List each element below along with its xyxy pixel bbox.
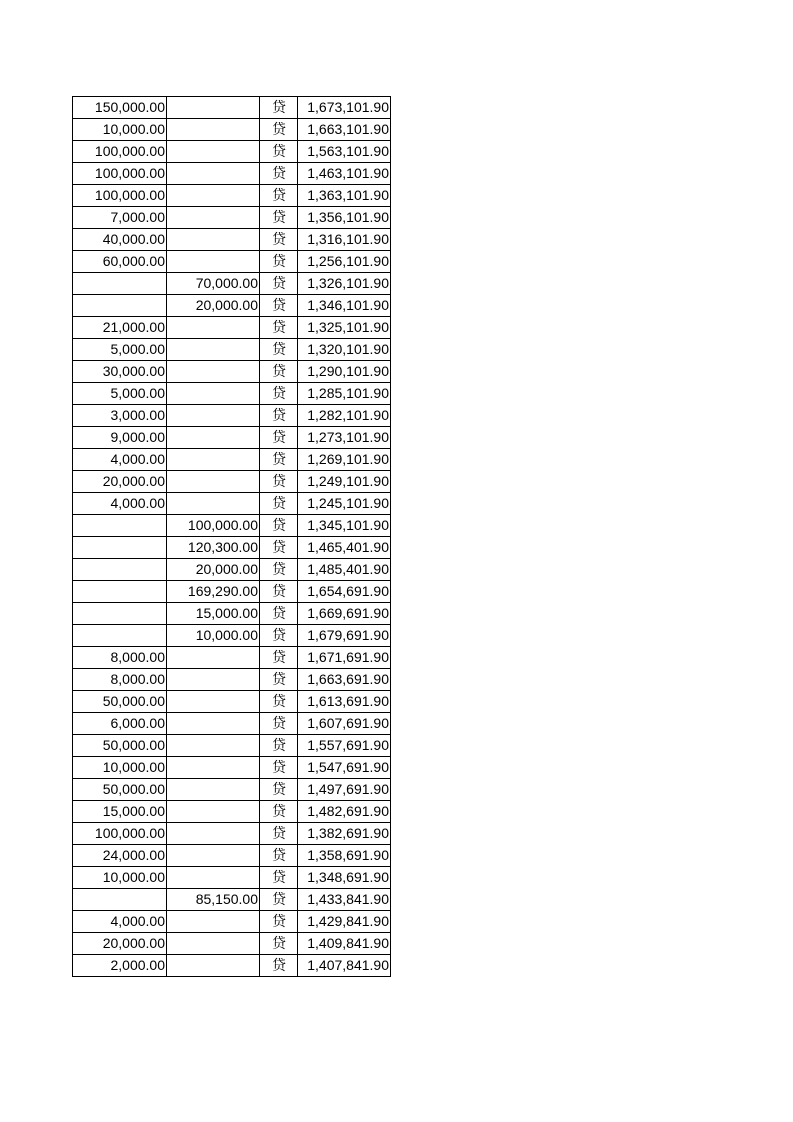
credit-cell: 70,000.00 bbox=[167, 273, 260, 295]
credit-cell bbox=[167, 471, 260, 493]
balance-cell: 1,256,101.90 bbox=[298, 251, 391, 273]
balance-cell: 1,485,401.90 bbox=[298, 559, 391, 581]
debit-cell: 5,000.00 bbox=[73, 383, 167, 405]
credit-cell bbox=[167, 867, 260, 889]
direction-cell: 贷 bbox=[260, 427, 298, 449]
credit-cell bbox=[167, 339, 260, 361]
table-row bbox=[73, 163, 391, 185]
debit-cell bbox=[73, 603, 167, 625]
direction-cell: 贷 bbox=[260, 647, 298, 669]
debit-cell: 10,000.00 bbox=[73, 867, 167, 889]
table-row bbox=[73, 405, 391, 427]
balance-cell: 1,465,401.90 bbox=[298, 537, 391, 559]
credit-cell bbox=[167, 691, 260, 713]
debit-cell: 50,000.00 bbox=[73, 691, 167, 713]
debit-cell: 60,000.00 bbox=[73, 251, 167, 273]
debit-cell: 100,000.00 bbox=[73, 163, 167, 185]
balance-cell: 1,382,691.90 bbox=[298, 823, 391, 845]
balance-cell: 1,269,101.90 bbox=[298, 449, 391, 471]
balance-cell: 1,273,101.90 bbox=[298, 427, 391, 449]
balance-cell: 1,463,101.90 bbox=[298, 163, 391, 185]
direction-cell: 贷 bbox=[260, 207, 298, 229]
credit-cell: 120,300.00 bbox=[167, 537, 260, 559]
credit-cell bbox=[167, 427, 260, 449]
balance-cell: 1,363,101.90 bbox=[298, 185, 391, 207]
credit-cell bbox=[167, 757, 260, 779]
table-row bbox=[73, 537, 391, 559]
debit-cell: 20,000.00 bbox=[73, 471, 167, 493]
balance-cell: 1,557,691.90 bbox=[298, 735, 391, 757]
debit-cell: 40,000.00 bbox=[73, 229, 167, 251]
credit-cell bbox=[167, 493, 260, 515]
balance-cell: 1,407,841.90 bbox=[298, 955, 391, 977]
credit-cell bbox=[167, 97, 260, 119]
balance-cell: 1,671,691.90 bbox=[298, 647, 391, 669]
direction-cell: 贷 bbox=[260, 757, 298, 779]
balance-cell: 1,482,691.90 bbox=[298, 801, 391, 823]
direction-cell: 贷 bbox=[260, 933, 298, 955]
balance-cell: 1,290,101.90 bbox=[298, 361, 391, 383]
table-row bbox=[73, 801, 391, 823]
debit-cell: 7,000.00 bbox=[73, 207, 167, 229]
direction-cell: 贷 bbox=[260, 911, 298, 933]
balance-cell: 1,409,841.90 bbox=[298, 933, 391, 955]
balance-cell: 1,663,101.90 bbox=[298, 119, 391, 141]
debit-cell: 10,000.00 bbox=[73, 757, 167, 779]
table-row bbox=[73, 559, 391, 581]
table-row bbox=[73, 735, 391, 757]
debit-cell: 50,000.00 bbox=[73, 779, 167, 801]
balance-cell: 1,547,691.90 bbox=[298, 757, 391, 779]
debit-cell: 50,000.00 bbox=[73, 735, 167, 757]
balance-cell: 1,673,101.90 bbox=[298, 97, 391, 119]
direction-cell: 贷 bbox=[260, 559, 298, 581]
balance-cell: 1,249,101.90 bbox=[298, 471, 391, 493]
credit-cell bbox=[167, 405, 260, 427]
credit-cell bbox=[167, 779, 260, 801]
direction-cell: 贷 bbox=[260, 471, 298, 493]
balance-cell: 1,326,101.90 bbox=[298, 273, 391, 295]
balance-cell: 1,348,691.90 bbox=[298, 867, 391, 889]
table-row bbox=[73, 185, 391, 207]
table-row bbox=[73, 273, 391, 295]
debit-cell: 8,000.00 bbox=[73, 669, 167, 691]
direction-cell: 贷 bbox=[260, 141, 298, 163]
direction-cell: 贷 bbox=[260, 603, 298, 625]
credit-cell bbox=[167, 801, 260, 823]
table-row bbox=[73, 295, 391, 317]
balance-cell: 1,669,691.90 bbox=[298, 603, 391, 625]
credit-cell bbox=[167, 933, 260, 955]
credit-cell bbox=[167, 845, 260, 867]
balance-cell: 1,320,101.90 bbox=[298, 339, 391, 361]
table-row bbox=[73, 845, 391, 867]
credit-cell bbox=[167, 669, 260, 691]
ledger-table bbox=[72, 96, 391, 977]
table-row bbox=[73, 317, 391, 339]
debit-cell: 6,000.00 bbox=[73, 713, 167, 735]
balance-cell: 1,356,101.90 bbox=[298, 207, 391, 229]
table-row bbox=[73, 141, 391, 163]
direction-cell: 贷 bbox=[260, 97, 298, 119]
table-row bbox=[73, 97, 391, 119]
ledger-body bbox=[73, 97, 391, 977]
debit-cell: 100,000.00 bbox=[73, 141, 167, 163]
direction-cell: 贷 bbox=[260, 185, 298, 207]
debit-cell: 2,000.00 bbox=[73, 955, 167, 977]
direction-cell: 贷 bbox=[260, 713, 298, 735]
debit-cell: 4,000.00 bbox=[73, 911, 167, 933]
balance-cell: 1,346,101.90 bbox=[298, 295, 391, 317]
credit-cell bbox=[167, 647, 260, 669]
balance-cell: 1,316,101.90 bbox=[298, 229, 391, 251]
direction-cell: 贷 bbox=[260, 867, 298, 889]
debit-cell: 21,000.00 bbox=[73, 317, 167, 339]
debit-cell bbox=[73, 537, 167, 559]
table-row bbox=[73, 669, 391, 691]
table-row bbox=[73, 449, 391, 471]
table-row bbox=[73, 493, 391, 515]
table-row bbox=[73, 889, 391, 911]
direction-cell: 贷 bbox=[260, 317, 298, 339]
debit-cell: 20,000.00 bbox=[73, 933, 167, 955]
direction-cell: 贷 bbox=[260, 295, 298, 317]
balance-cell: 1,663,691.90 bbox=[298, 669, 391, 691]
direction-cell: 贷 bbox=[260, 339, 298, 361]
balance-cell: 1,607,691.90 bbox=[298, 713, 391, 735]
table-row bbox=[73, 251, 391, 273]
debit-cell: 10,000.00 bbox=[73, 119, 167, 141]
balance-cell: 1,358,691.90 bbox=[298, 845, 391, 867]
credit-cell: 15,000.00 bbox=[167, 603, 260, 625]
credit-cell: 85,150.00 bbox=[167, 889, 260, 911]
credit-cell bbox=[167, 251, 260, 273]
table-row bbox=[73, 515, 391, 537]
credit-cell bbox=[167, 911, 260, 933]
direction-cell: 贷 bbox=[260, 229, 298, 251]
debit-cell: 24,000.00 bbox=[73, 845, 167, 867]
direction-cell: 贷 bbox=[260, 691, 298, 713]
direction-cell: 贷 bbox=[260, 163, 298, 185]
direction-cell: 贷 bbox=[260, 273, 298, 295]
debit-cell: 3,000.00 bbox=[73, 405, 167, 427]
debit-cell: 150,000.00 bbox=[73, 97, 167, 119]
credit-cell bbox=[167, 229, 260, 251]
table-row bbox=[73, 339, 391, 361]
credit-cell bbox=[167, 361, 260, 383]
debit-cell: 30,000.00 bbox=[73, 361, 167, 383]
credit-cell bbox=[167, 141, 260, 163]
debit-cell bbox=[73, 273, 167, 295]
credit-cell: 20,000.00 bbox=[167, 295, 260, 317]
credit-cell: 10,000.00 bbox=[167, 625, 260, 647]
debit-cell: 5,000.00 bbox=[73, 339, 167, 361]
direction-cell: 贷 bbox=[260, 845, 298, 867]
debit-cell: 15,000.00 bbox=[73, 801, 167, 823]
credit-cell bbox=[167, 317, 260, 339]
table-row bbox=[73, 757, 391, 779]
credit-cell bbox=[167, 383, 260, 405]
table-row bbox=[73, 911, 391, 933]
direction-cell: 贷 bbox=[260, 823, 298, 845]
table-row bbox=[73, 471, 391, 493]
debit-cell: 8,000.00 bbox=[73, 647, 167, 669]
debit-cell bbox=[73, 559, 167, 581]
direction-cell: 贷 bbox=[260, 889, 298, 911]
table-row bbox=[73, 207, 391, 229]
debit-cell bbox=[73, 295, 167, 317]
balance-cell: 1,654,691.90 bbox=[298, 581, 391, 603]
balance-cell: 1,285,101.90 bbox=[298, 383, 391, 405]
balance-cell: 1,282,101.90 bbox=[298, 405, 391, 427]
balance-cell: 1,613,691.90 bbox=[298, 691, 391, 713]
table-row bbox=[73, 603, 391, 625]
credit-cell bbox=[167, 163, 260, 185]
debit-cell: 4,000.00 bbox=[73, 493, 167, 515]
credit-cell: 100,000.00 bbox=[167, 515, 260, 537]
credit-cell bbox=[167, 449, 260, 471]
table-row bbox=[73, 955, 391, 977]
direction-cell: 贷 bbox=[260, 449, 298, 471]
direction-cell: 贷 bbox=[260, 361, 298, 383]
direction-cell: 贷 bbox=[260, 537, 298, 559]
direction-cell: 贷 bbox=[260, 779, 298, 801]
direction-cell: 贷 bbox=[260, 383, 298, 405]
table-row bbox=[73, 647, 391, 669]
direction-cell: 贷 bbox=[260, 581, 298, 603]
debit-cell: 100,000.00 bbox=[73, 823, 167, 845]
direction-cell: 贷 bbox=[260, 251, 298, 273]
credit-cell bbox=[167, 207, 260, 229]
table-row bbox=[73, 867, 391, 889]
balance-cell: 1,563,101.90 bbox=[298, 141, 391, 163]
credit-cell: 20,000.00 bbox=[167, 559, 260, 581]
table-row bbox=[73, 383, 391, 405]
direction-cell: 贷 bbox=[260, 735, 298, 757]
table-row bbox=[73, 713, 391, 735]
table-row bbox=[73, 229, 391, 251]
table-row bbox=[73, 933, 391, 955]
credit-cell: 169,290.00 bbox=[167, 581, 260, 603]
balance-cell: 1,497,691.90 bbox=[298, 779, 391, 801]
direction-cell: 贷 bbox=[260, 801, 298, 823]
table-row bbox=[73, 581, 391, 603]
table-row bbox=[73, 119, 391, 141]
credit-cell bbox=[167, 713, 260, 735]
direction-cell: 贷 bbox=[260, 955, 298, 977]
debit-cell bbox=[73, 515, 167, 537]
table-row bbox=[73, 823, 391, 845]
direction-cell: 贷 bbox=[260, 515, 298, 537]
direction-cell: 贷 bbox=[260, 493, 298, 515]
balance-cell: 1,345,101.90 bbox=[298, 515, 391, 537]
credit-cell bbox=[167, 823, 260, 845]
table-row bbox=[73, 427, 391, 449]
debit-cell bbox=[73, 889, 167, 911]
debit-cell bbox=[73, 581, 167, 603]
direction-cell: 贷 bbox=[260, 405, 298, 427]
table-row bbox=[73, 691, 391, 713]
debit-cell: 4,000.00 bbox=[73, 449, 167, 471]
credit-cell bbox=[167, 119, 260, 141]
balance-cell: 1,679,691.90 bbox=[298, 625, 391, 647]
direction-cell: 贷 bbox=[260, 669, 298, 691]
balance-cell: 1,325,101.90 bbox=[298, 317, 391, 339]
debit-cell: 100,000.00 bbox=[73, 185, 167, 207]
table-row bbox=[73, 625, 391, 647]
debit-cell bbox=[73, 625, 167, 647]
credit-cell bbox=[167, 185, 260, 207]
table-row bbox=[73, 361, 391, 383]
direction-cell: 贷 bbox=[260, 625, 298, 647]
credit-cell bbox=[167, 735, 260, 757]
direction-cell: 贷 bbox=[260, 119, 298, 141]
balance-cell: 1,245,101.90 bbox=[298, 493, 391, 515]
debit-cell: 9,000.00 bbox=[73, 427, 167, 449]
credit-cell bbox=[167, 955, 260, 977]
balance-cell: 1,429,841.90 bbox=[298, 911, 391, 933]
table-row bbox=[73, 779, 391, 801]
balance-cell: 1,433,841.90 bbox=[298, 889, 391, 911]
